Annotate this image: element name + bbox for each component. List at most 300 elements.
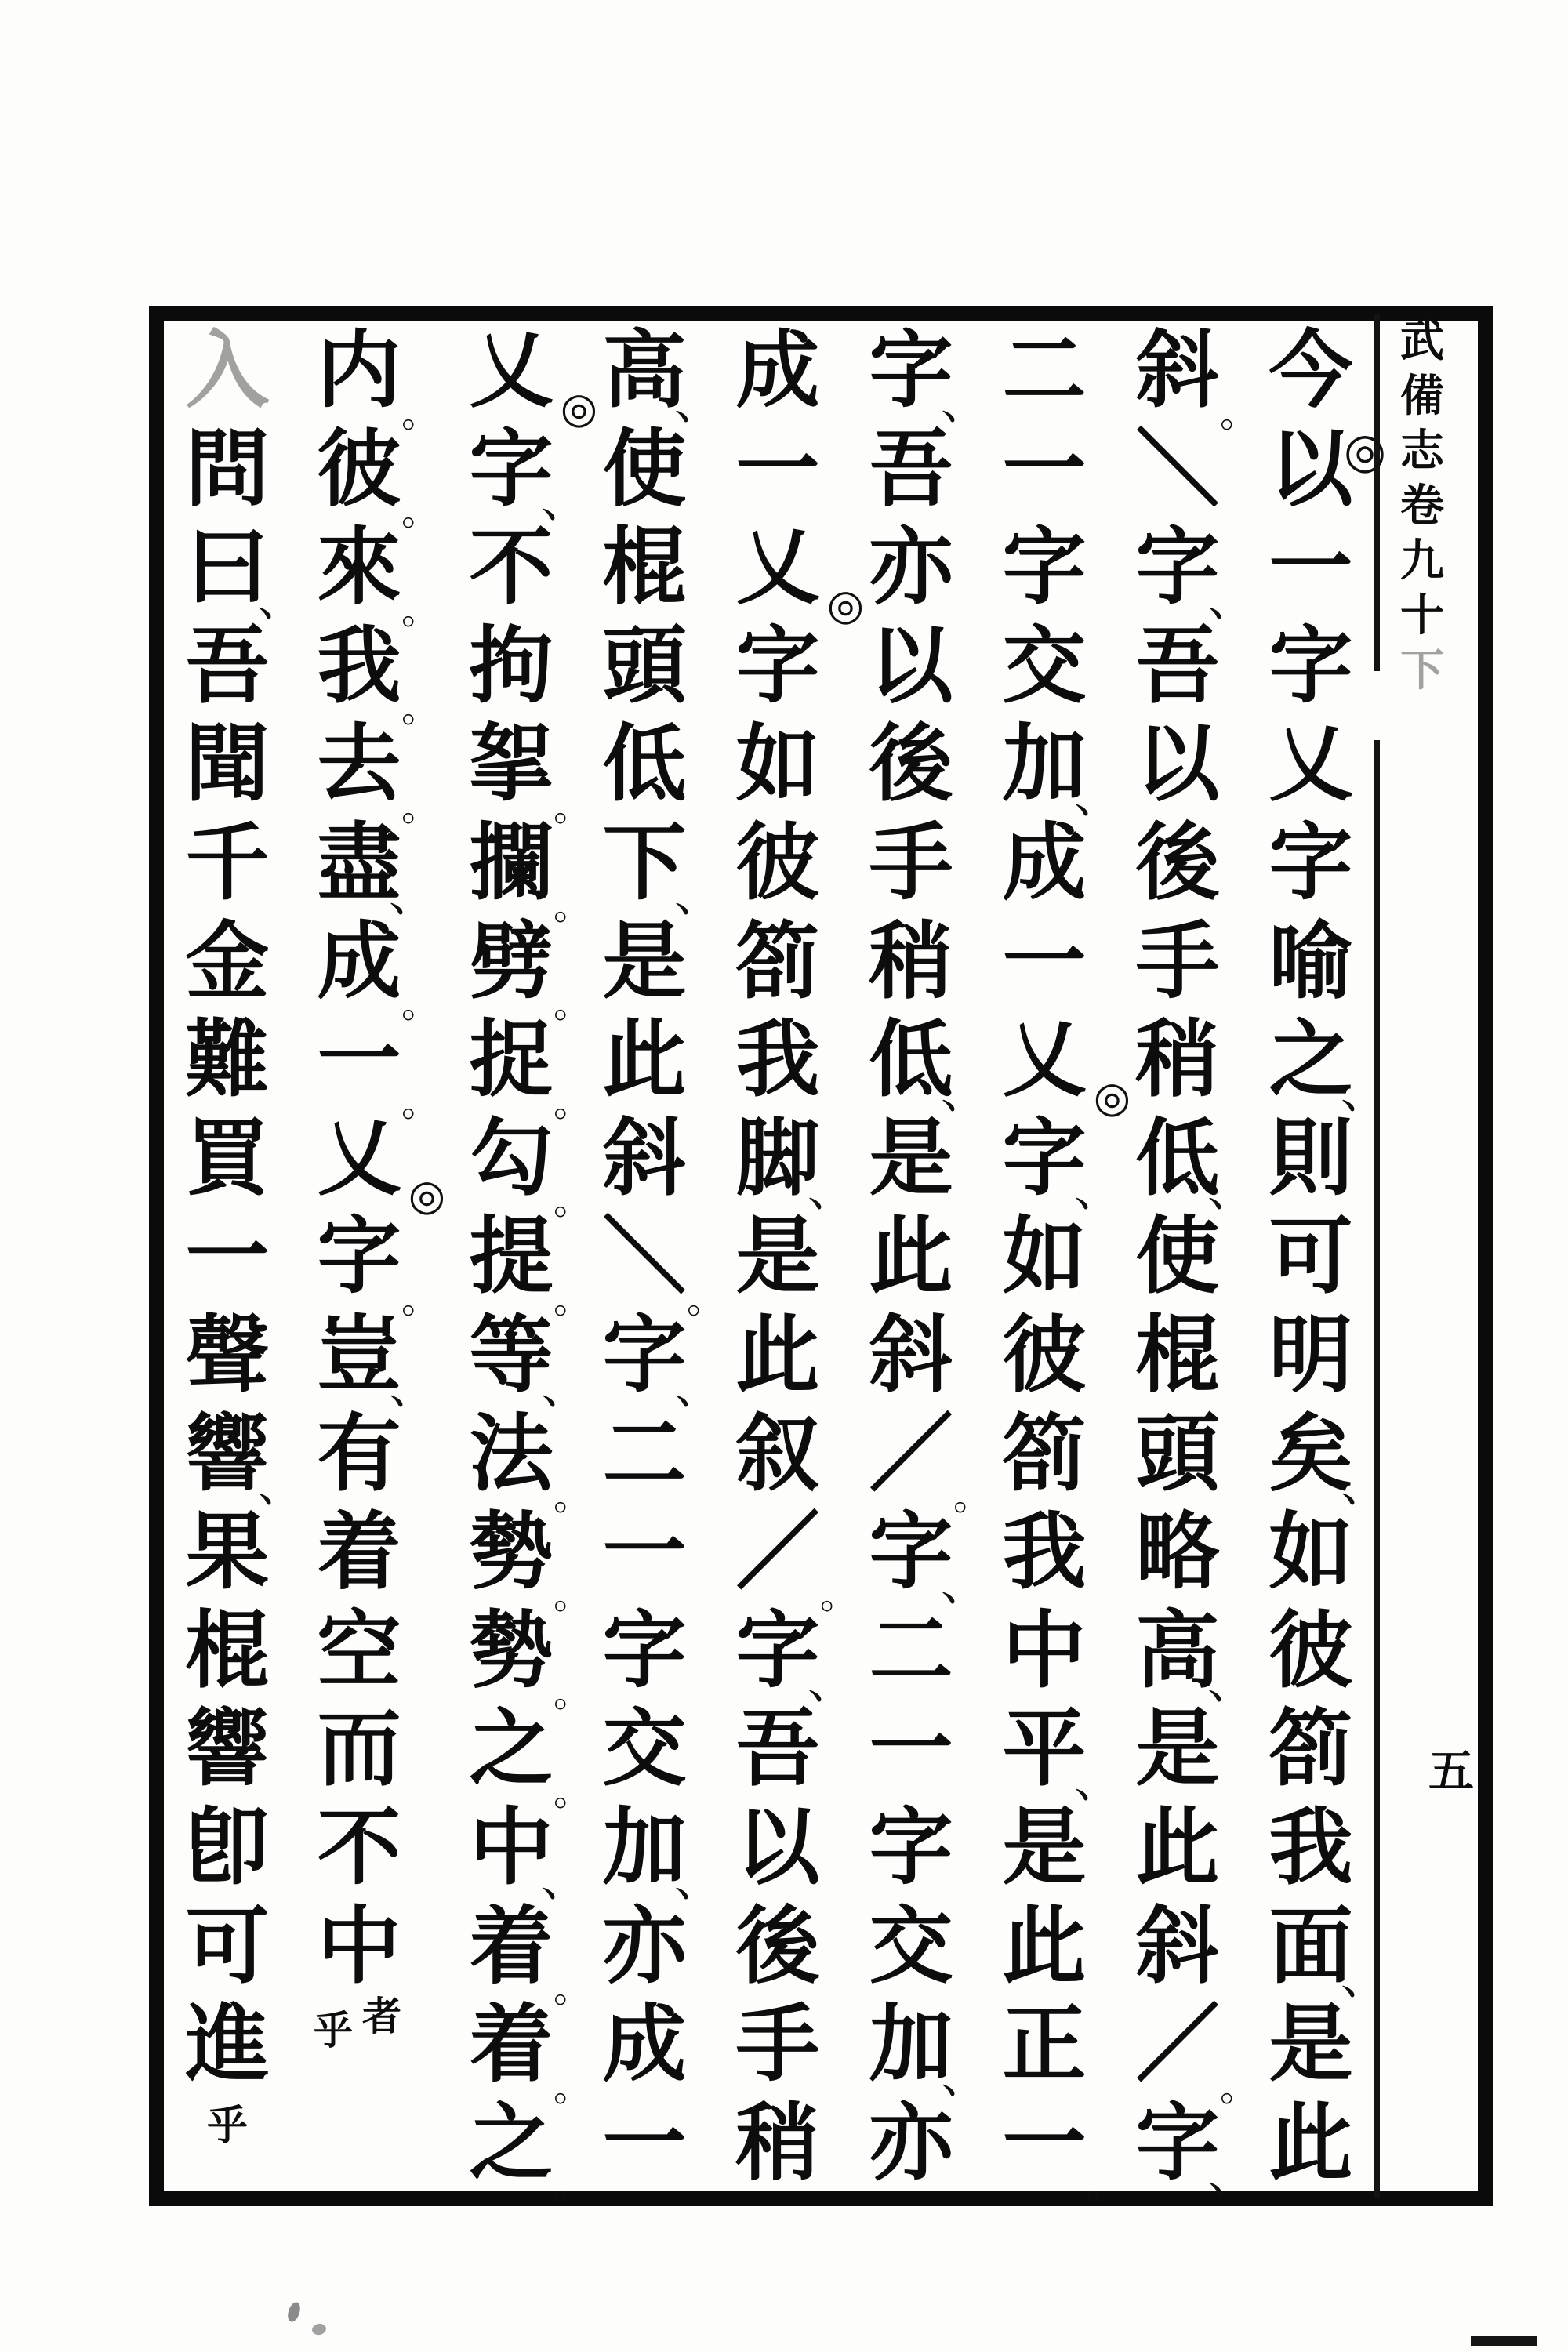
han-char: 棍 [1135, 1305, 1220, 1404]
han-char: 吾 [1135, 616, 1220, 715]
han-char-cell [1131, 1305, 1225, 1406]
han-char: 武 [1400, 315, 1444, 367]
han-char: 下 [1400, 644, 1444, 696]
han-char: 是 [735, 1207, 820, 1306]
han-char: 此 [1135, 1798, 1220, 1896]
han-char: 如 [735, 715, 820, 814]
title-char [1385, 315, 1460, 370]
han-char: 喻 [1269, 912, 1353, 1011]
han-char: 此 [735, 1305, 820, 1404]
han-char: 稍 [869, 912, 953, 1011]
han-char-cell [1264, 717, 1358, 815]
han-char: 平 [1002, 1700, 1087, 1798]
han-char-cell [312, 321, 439, 436]
han-char: 挐 [469, 715, 554, 814]
reading-mark: 、 [808, 1655, 855, 1711]
han-char-cell [731, 717, 825, 815]
han-char: 略 [1135, 1503, 1220, 1602]
han-char-cell [997, 419, 1091, 521]
text-column-5 [731, 321, 864, 2194]
han-char-cell [731, 1406, 825, 1505]
han-char: 買 [185, 1109, 270, 1207]
han-char-cell [997, 914, 1091, 1013]
han-char-cell [864, 1800, 958, 1899]
han-char: 此 [1269, 2093, 1353, 2192]
han-char-cell [464, 321, 597, 433]
title-column-rule [1374, 314, 1380, 2198]
emphasis-swirl-mark: ◎ [1093, 1072, 1131, 1122]
han-char-cell [464, 1109, 591, 1224]
han-char: 面 [1269, 1896, 1353, 1995]
han-char: 是 [602, 912, 687, 1011]
han-char-cell [312, 616, 439, 731]
han-char-cell [180, 2096, 274, 2168]
han-char-cell [464, 1601, 591, 1716]
page-number: 五 [1428, 1744, 1475, 1798]
han-char-cell [997, 1896, 1091, 1998]
reading-mark: 。 [686, 1277, 724, 1322]
han-char: 拘 [469, 616, 554, 715]
han-char: 彼 [317, 419, 401, 518]
reading-mark: 。 [553, 1967, 591, 2012]
han-char-cell [731, 518, 864, 630]
han-char-cell [464, 419, 588, 529]
han-char: 稍 [1135, 1011, 1220, 1109]
han-char: 字 [869, 1503, 953, 1602]
han-char-cell [1131, 717, 1225, 815]
title-char [1385, 480, 1460, 535]
han-char: 交 [869, 1896, 953, 1995]
han-char: 千 [185, 813, 270, 912]
han-char: 法 [469, 1404, 554, 1503]
han-char: 我 [1002, 1503, 1087, 1602]
reading-mark: 。 [1086, 2164, 1124, 2209]
han-char: 斜 [1135, 321, 1220, 419]
han-char: 使 [602, 419, 687, 518]
han-char-cell [312, 813, 436, 923]
han-char: 明 [1269, 1305, 1353, 1404]
han-char: 字 [1002, 1109, 1087, 1207]
han-char: 低 [869, 1011, 953, 1109]
han-char: 脚 [735, 1109, 820, 1207]
han-char-cell [1264, 1011, 1388, 1120]
rule-wear-gap [1370, 671, 1383, 740]
volume-title-column [1385, 315, 1460, 699]
text-column-7 [464, 321, 597, 2209]
han-char-cell [180, 1701, 274, 1800]
han-char-cell [597, 419, 691, 521]
han-char-cell [864, 1305, 958, 1406]
han-char: 頭 [1135, 1404, 1220, 1503]
han-char: 中 [317, 1896, 401, 1995]
han-char-cell [731, 815, 825, 914]
han-char: 下 [602, 813, 687, 912]
han-char: 乂 [469, 321, 554, 419]
han-char: 乂 [735, 518, 820, 617]
han-char-cell [464, 1404, 591, 1519]
han-char-cell [312, 715, 439, 829]
han-char: 字 [869, 321, 953, 419]
reading-mark: 。 [819, 1573, 858, 1617]
han-char-cell [1131, 1896, 1225, 1998]
han-char-cell [597, 914, 691, 1013]
han-char-cell [864, 419, 958, 521]
han-char-cell [731, 323, 825, 422]
han-char-small: 者 [362, 1993, 401, 2040]
han-char-cell [731, 1503, 858, 1617]
han-char-cell [312, 1207, 439, 1322]
han-char: 着 [317, 1503, 401, 1602]
han-char: 二 [869, 1601, 953, 1700]
han-char: 去 [317, 715, 401, 814]
han-char-cell [464, 813, 591, 928]
han-char: 一 [1002, 419, 1087, 518]
han-char-cell [1131, 1601, 1254, 1711]
han-char: 此 [869, 1207, 953, 1306]
han-char: 九 [1400, 535, 1444, 586]
han-char: 稍 [735, 2093, 820, 2192]
han-char-cell [1264, 520, 1358, 619]
reading-mark: 、 [1074, 768, 1121, 824]
han-char-cell [997, 520, 1091, 619]
han-char-cell [1131, 2093, 1254, 2203]
han-char-cell [864, 1896, 958, 1998]
han-char: 一 [869, 1700, 953, 1798]
han-char-cell [864, 321, 988, 430]
han-char-cell [180, 616, 274, 717]
han-char-cell [464, 1995, 591, 2110]
han-char-cell [864, 1111, 958, 1210]
han-char: 成 [1002, 813, 1087, 912]
han-char-cell [1264, 1800, 1358, 1899]
han-char: 成 [317, 912, 401, 1011]
han-char: 之 [1269, 1011, 1353, 1109]
han-char: 勾 [469, 1109, 554, 1207]
han-char-cell [180, 1603, 274, 1702]
reading-mark: 。 [553, 1080, 591, 1125]
han-char-cell [731, 1997, 825, 2096]
reading-mark: 、 [389, 867, 436, 923]
han-char: 字 [317, 1207, 401, 1306]
ink-smudge [311, 2322, 328, 2336]
han-char: 字 [469, 419, 554, 518]
han-char: 今 [1269, 321, 1353, 419]
reading-mark: 。 [553, 1277, 591, 1322]
han-char-cell [864, 1404, 991, 1519]
han-char-cell [180, 1404, 304, 1514]
reading-mark: 、 [257, 572, 304, 627]
han-char-cell [1264, 1305, 1358, 1406]
han-char: 是 [869, 1109, 953, 1207]
title-char [1385, 590, 1460, 644]
han-char: 棍 [602, 518, 687, 617]
han-char: 以 [1269, 419, 1353, 518]
han-char-cell [997, 1800, 1091, 1899]
han-char-cell [464, 1798, 588, 1907]
han-char-cell [312, 1800, 406, 1899]
reading-mark: 、 [941, 2049, 988, 2104]
han-char-cell [997, 1109, 1121, 1218]
han-char: 吾 [185, 616, 270, 715]
han-char-cell [1131, 1701, 1225, 1800]
han-char: 二 [1002, 321, 1087, 419]
reading-mark: 、 [389, 1359, 436, 1415]
reading-mark: 。 [553, 2164, 591, 2209]
han-char-cell [1131, 815, 1225, 914]
han-char-cell [997, 1997, 1091, 2096]
reading-mark: 。 [553, 1179, 591, 1224]
han-char: 箚 [1002, 1404, 1087, 1503]
han-char: 不 [317, 1798, 401, 1896]
han-char: 此 [602, 1011, 687, 1109]
han-char: 來 [317, 518, 401, 617]
han-char: 矣 [1269, 1404, 1353, 1503]
han-char-cell [864, 1701, 958, 1800]
han-char: 字 [1002, 518, 1087, 617]
reading-mark: 。 [553, 1475, 591, 1519]
ink-smudge [285, 2300, 302, 2323]
reading-mark: 。 [553, 884, 591, 928]
han-char: 以 [869, 616, 953, 715]
han-char: 乂 [317, 1109, 401, 1207]
han-char-cell [597, 321, 721, 430]
han-char-cell [1264, 1504, 1358, 1603]
han-char-cell [997, 1504, 1091, 1603]
han-char-cell [180, 914, 274, 1013]
han-char: 字 [735, 616, 820, 715]
han-char-cell [180, 1800, 274, 1899]
han-char: 字 [602, 1601, 687, 1700]
han-char: 字 [735, 1601, 820, 1700]
han-char: 勢 [469, 1601, 554, 1700]
han-char-cell [312, 1504, 406, 1603]
han-char-cell [864, 1503, 988, 1612]
han-char-cell [312, 419, 439, 535]
han-char-cell [1131, 518, 1254, 627]
han-char: 一 [185, 1207, 270, 1306]
reading-mark: 。 [553, 1573, 591, 1617]
han-char-cell [997, 1305, 1091, 1406]
han-char-cell [312, 1896, 406, 1998]
han-char: 可 [185, 1896, 270, 1995]
han-char-cell [997, 2093, 1124, 2209]
han-char: 則 [1269, 1109, 1353, 1207]
text-column-6 [597, 321, 724, 2194]
han-char: 可 [1269, 1207, 1353, 1306]
reading-mark: 。 [401, 490, 439, 535]
text-column-3 [997, 321, 1131, 2209]
han-char-cell [180, 1012, 274, 1111]
han-char: 等 [469, 1305, 554, 1404]
han-char: 空 [317, 1601, 401, 1700]
han-char-cell [731, 2093, 825, 2194]
han-char-cell [731, 1209, 825, 1308]
han-char: 備 [1400, 370, 1444, 422]
reading-mark: 、 [808, 1163, 855, 1218]
han-char: 手 [735, 1995, 820, 2094]
title-char [1385, 370, 1460, 425]
han-char-cell [1264, 815, 1358, 914]
title-char [1385, 425, 1460, 480]
han-char-cell [312, 912, 439, 1027]
han-char: 聲 [185, 1305, 270, 1404]
text-column-2 [1131, 321, 1258, 2203]
han-char-cell [1131, 914, 1225, 1013]
han-char-cell [464, 1503, 591, 1617]
han-char: ／ [735, 1503, 820, 1602]
han-char-cell [1264, 1209, 1358, 1308]
han-char: 盡 [317, 813, 401, 912]
han-char: 彼 [1002, 1305, 1087, 1404]
han-char: 而 [317, 1700, 401, 1798]
han-char-cell [864, 1209, 958, 1308]
han-char-cell [1131, 1109, 1254, 1218]
han-char-cell [597, 2093, 691, 2194]
han-char: 吾 [735, 1700, 820, 1798]
han-char: 聞 [185, 715, 270, 814]
han-char: 不 [469, 518, 554, 617]
han-char: 字 [1135, 518, 1220, 617]
reading-mark: 、 [1207, 1655, 1254, 1711]
han-char: 一 [735, 419, 820, 518]
han-char-cell [597, 1798, 721, 1907]
reading-mark: 。 [401, 687, 439, 731]
han-char: 問 [185, 419, 270, 518]
han-char: 提 [469, 1207, 554, 1306]
han-char-cell [464, 2093, 591, 2209]
han-char: 如 [1269, 1503, 1353, 1602]
han-char-cell [180, 419, 274, 521]
han-char-cell [312, 518, 439, 633]
han-char-cell [1131, 419, 1225, 521]
reading-mark: 、 [1207, 572, 1254, 627]
han-char: 字 [1269, 813, 1353, 912]
han-char: 内 [317, 321, 401, 419]
han-char: 字 [869, 1798, 953, 1896]
han-char: 進 [185, 1995, 270, 2094]
han-char-cell [464, 715, 591, 829]
han-char-cell [864, 616, 958, 717]
han-char-cell [1264, 323, 1358, 422]
han-char: 一 [602, 1503, 687, 1602]
han-char-cell [597, 1207, 724, 1322]
han-char-cell [180, 1504, 274, 1603]
han-char: 二 [602, 1404, 687, 1503]
han-char: ／ [1135, 1995, 1220, 2094]
han-char: 字 [1135, 2093, 1220, 2192]
han-char-cell [997, 715, 1121, 824]
han-char: 吾 [869, 419, 953, 518]
reading-mark: 。 [401, 1277, 439, 1322]
han-char: 加 [1002, 715, 1087, 814]
han-char-cell [731, 1109, 855, 1218]
reading-mark: 。 [553, 2065, 591, 2110]
reading-mark: 。 [401, 588, 439, 633]
han-char-cell [1131, 1800, 1225, 1899]
reading-mark: 、 [257, 1458, 304, 1514]
han-char-cell [731, 1601, 855, 1711]
han-char: 以 [735, 1798, 820, 1896]
han-char-cell [312, 1701, 406, 1800]
han-char-cell [597, 1603, 691, 1702]
reading-mark: 、 [1207, 1163, 1254, 1218]
han-char: 一 [602, 2093, 687, 2192]
han-char-cell [731, 914, 825, 1013]
han-char-cell [997, 1209, 1091, 1308]
han-char: 響 [185, 1700, 270, 1798]
han-char: 一 [317, 1011, 401, 1109]
reading-mark: 、 [674, 375, 721, 430]
han-char: 棍 [185, 1601, 270, 1700]
han-char: 之 [469, 1700, 554, 1798]
han-char-cell [597, 813, 721, 923]
han-char: 亦 [869, 518, 953, 617]
emphasis-swirl-mark: ◎ [408, 1171, 445, 1221]
han-char: 攔 [469, 813, 554, 912]
han-char-cell [1264, 2093, 1358, 2194]
han-char: 彼 [1269, 1601, 1353, 1700]
reading-mark: 。 [401, 785, 439, 829]
han-char: 字 [602, 1305, 687, 1404]
reading-mark: 、 [1074, 1163, 1121, 1218]
han-char: 交 [1002, 616, 1087, 715]
han-char-cell [997, 815, 1091, 914]
han-char: 一 [1269, 518, 1353, 617]
han-char-cell [597, 1012, 691, 1111]
han-char: 入 [185, 321, 270, 419]
reading-mark: 。 [953, 1475, 991, 1519]
han-char-cell [864, 1603, 958, 1702]
han-char-cell [180, 717, 274, 815]
han-char: 着 [469, 1995, 554, 2094]
han-char-cell [597, 1997, 691, 2096]
reading-mark: 、 [1207, 2147, 1254, 2203]
han-char-cell [180, 1997, 274, 2096]
han-char-cell [1131, 1406, 1225, 1505]
han-char-cell [597, 1701, 691, 1800]
han-char-cell [1131, 616, 1225, 717]
reading-mark: 、 [541, 1852, 588, 1907]
text-column-1 [1264, 321, 1388, 2194]
han-char: ＼ [1135, 419, 1220, 518]
han-char-cell [180, 518, 304, 627]
han-char: 手 [869, 813, 953, 912]
han-char-cell [312, 1011, 439, 1125]
reading-mark: 。 [553, 1671, 591, 1716]
han-char-cell [597, 1111, 691, 1210]
han-char-cell [1131, 321, 1258, 436]
han-char: 叙 [735, 1404, 820, 1503]
reading-mark: 、 [941, 1064, 988, 1120]
han-char: 中 [1002, 1601, 1087, 1700]
han-char: 乂 [1002, 1011, 1087, 1109]
han-char: 箚 [1269, 1700, 1353, 1798]
han-char-cell [1131, 1995, 1258, 2110]
reading-mark: 。 [553, 1769, 591, 1814]
han-char-cell [597, 1896, 691, 1998]
reading-mark: 、 [1074, 1753, 1121, 1809]
corner-ink-tick [1471, 2336, 1537, 2346]
han-char-cell [597, 520, 691, 619]
han-char: 着 [469, 1896, 554, 1995]
han-char-cell [1264, 914, 1358, 1013]
han-char-cell [997, 1011, 1131, 1122]
han-char: 使 [1135, 1207, 1220, 1306]
han-char: 乂 [1269, 715, 1353, 814]
han-char-cell [464, 1896, 591, 2012]
reading-mark: 。 [401, 982, 439, 1027]
han-char: 是 [1135, 1700, 1220, 1798]
